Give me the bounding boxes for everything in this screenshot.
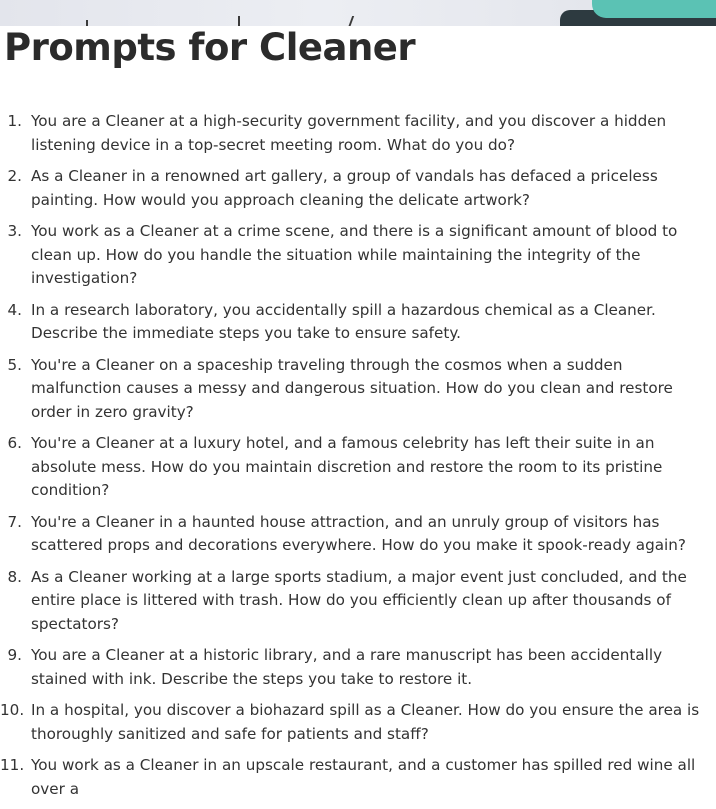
list-item: [0, 754, 716, 801]
list-item-number: 8.: [7, 567, 22, 586]
list-item: [0, 220, 716, 291]
list-item-text: You are a Cleaner at a historic library, and a rare manuscript has been accidentally stained with ink. Describe the steps you take to restore it.: [31, 646, 663, 688]
list-item-number: 6.: [7, 434, 22, 452]
list-item-text: As a Cleaner working at a large sports stadium, a major event just concluded, and the entire place is littered with trash. How do you efficiently clean up after thousands of spectators?: [31, 567, 687, 633]
list-item-number: 1.: [7, 112, 22, 130]
list-item-number: 5.: [7, 355, 22, 374]
hero-stroke: [238, 16, 240, 26]
hero-image: [0, 0, 716, 26]
list-item: [0, 644, 716, 691]
hero-teal-shape: [592, 0, 716, 18]
list-item-text: In a research laboratory, you accidentally spill a hazardous chemical as a Cleaner. Describe the immediate steps you take to ensure safety.: [31, 300, 656, 342]
list-item-text: You are a Cleaner at a high-security government facility, and you discover a hidden listening device in a top-secret meeting room. What do you do?: [31, 112, 667, 154]
list-item-text: As a Cleaner in a renowned art gallery, a group of vandals has defaced a priceless painting. How would you approach cleaning the delicate artwork?: [31, 167, 658, 209]
list-item-text: In a hospital, you discover a biohazard spill as a Cleaner. How do you ensure the area is thoroughly sanitized and safe for patients and staff?: [31, 701, 700, 743]
list-item: [0, 165, 716, 212]
list-item-number: 4.: [7, 300, 22, 319]
list-item-text: You're a Cleaner on a spaceship traveling through the cosmos when a sudden malfunction causes a messy and dangerous situation. How do you clean and restore order in zero gravity?: [31, 355, 673, 421]
list-item-number: 3.: [7, 222, 22, 240]
list-item-number: 9.: [7, 646, 22, 664]
list-item: [0, 432, 716, 503]
list-item-number: 2.: [7, 167, 22, 185]
list-item-number: 7.: [7, 512, 22, 531]
prompt-list: [0, 110, 716, 809]
list-item-text: You're a Cleaner at a luxury hotel, and a famous celebrity has left their suite in an absolute mess. How do you maintain discretion and restore the room to its pristine condition?: [31, 434, 663, 499]
list-item: [0, 110, 716, 157]
list-item: [0, 699, 716, 746]
list-item: [0, 299, 716, 346]
list-item: [0, 566, 716, 637]
list-item-number: 10.: [0, 701, 25, 719]
page-title: Prompts for Cleaner: [4, 26, 416, 69]
list-item: [0, 511, 716, 558]
list-item-text: You work as a Cleaner in an upscale restaurant, and a customer has spilled red wine all over a: [31, 756, 696, 798]
list-item-text: You work as a Cleaner at a crime scene, and there is a significant amount of blood to clean up. How do you handle the situation while maintaining the integrity of the investigation?: [31, 222, 678, 287]
hero-stroke: [348, 16, 354, 26]
list-item: [0, 354, 716, 425]
list-item-number: 11.: [0, 756, 25, 774]
list-item-text: You're a Cleaner in a haunted house attraction, and an unruly group of visitors has scattered props and decorations everywhere. How do you make it spook-ready again?: [31, 512, 686, 554]
